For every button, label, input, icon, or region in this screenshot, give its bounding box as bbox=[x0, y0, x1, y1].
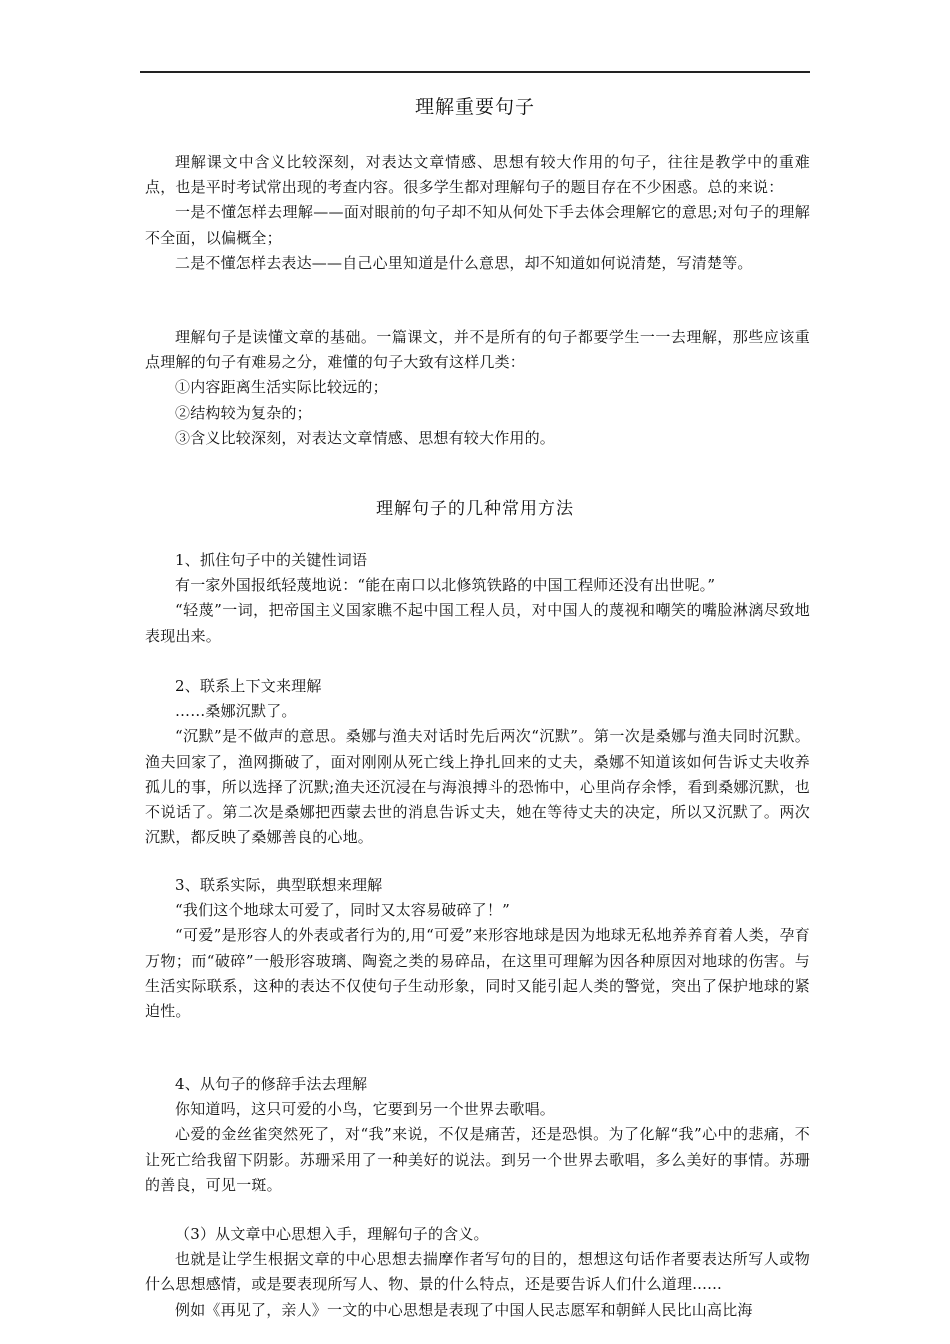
method-3-section bbox=[145, 873, 810, 1024]
method-3-explanation: “可爱”是形容人的外表或者行为的,用“可爱”来形容地球是因为地球无私地养养育着人类，孕育万物；而“破碎”一般形容玻璃、陶瓷之类的易碎品，在这里可理解为因各种原因对地球的伤害。与生活实际联系，这种的表达不仅使句子生动形象，同时又能引起人类的警觉，突出了保护地球的紧迫性。 bbox=[145, 926, 810, 1021]
method-3-heading: 3、联系实际，典型联想来理解 bbox=[175, 876, 383, 894]
method-5-heading: （3）从文章中心思想入手，理解句子的含义。 bbox=[175, 1225, 489, 1243]
header-rule bbox=[140, 71, 810, 73]
intro-section bbox=[145, 150, 810, 276]
intro-point-two: 二是不懂怎样去表达——自己心里知道是什么意思，却不知道如何说清楚，写清楚等。 bbox=[175, 253, 753, 272]
sentence-types-section bbox=[145, 325, 810, 451]
types-item-1: ①内容距离生活实际比较远的； bbox=[175, 378, 388, 397]
method-5-example: 例如《再见了，亲人》一文的中心思想是表现了中国人民志愿军和朝鲜人民比山高比海 bbox=[175, 1300, 753, 1319]
method-2-heading: 2、联系上下文来理解 bbox=[175, 677, 322, 695]
method-4-section bbox=[145, 1072, 810, 1198]
method-1-heading: 1、抓住句子中的关键性词语 bbox=[175, 551, 368, 569]
method-5-section bbox=[145, 1222, 810, 1323]
method-4-example: 你知道吗，这只可爱的小鸟，它要到另一个世界去歌唱。 bbox=[175, 1100, 556, 1119]
method-4-heading: 4、从句子的修辞手法去理解 bbox=[175, 1075, 368, 1093]
types-item-2: ②结构较为复杂的； bbox=[175, 403, 312, 422]
intro-point-one: 一是不懂怎样去理解——面对眼前的句子却不知从何处下手去体会理解它的意思;对句子的理解不全面，以偏概全； bbox=[145, 203, 810, 247]
method-5-paragraph: 也就是让学生根据文章的中心思想去揣摩作者写句的目的，想想这句话作者要表达所写人或物什么思想感情，或是要表现所写人、物、景的什么特点，还是要告诉人们什么道理...... bbox=[145, 1250, 810, 1294]
method-3-example: “我们这个地球太可爱了，同时又太容易破碎了！” bbox=[175, 901, 510, 920]
method-2-example: ……桑娜沉默了。 bbox=[175, 702, 297, 721]
method-2-explanation: “沉默”是不做声的意思。桑娜与渔夫对话时先后两次“沉默”。第一次是桑娜与渔夫同时沉默。渔夫回家了，渔网撕破了，面对刚刚从死亡线上挣扎回来的丈夫，桑娜不知道该如何告诉丈夫收养孤儿的事，所以选择了沉默;渔夫还沉浸在与海浪搏斗的恐怖中，心里尚存余悸，看到桑娜沉默，也不说话了。第二次是桑娜把西蒙去世的消息告诉丈夫，她在等待丈夫的决定，所以又沉默了。两次沉默，都反映了桑娜善良的心地。 bbox=[145, 727, 810, 847]
method-1-example: 有一家外国报纸轻蔑地说：“能在南口以北修筑铁路的中国工程师还没有出世呢。” bbox=[175, 576, 716, 595]
types-paragraph: 理解句子是读懂文章的基础。一篇课文，并不是所有的句子都要学生一一去理解，那些应该重点理解的句子有难易之分，难懂的句子大致有这样几类： bbox=[145, 328, 810, 372]
intro-paragraph: 理解课文中含义比较深刻，对表达文章情感、思想有较大作用的句子，往往是教学中的重难点，也是平时考试常出现的考查内容。很多学生都对理解句子的题目存在不少困惑。总的来说： bbox=[145, 153, 810, 197]
method-4-explanation: 心爱的金丝雀突然死了，对“我”来说，不仅是痛苦，还是恐惧。为了化解“我”心中的悲痛，不让死亡给我留下阴影。苏珊采用了一种美好的说法。到另一个世界去歌唱，多么美好的事情。苏珊的善良，可见一斑。 bbox=[145, 1125, 810, 1194]
method-1-section bbox=[145, 548, 810, 649]
page-title: 理解重要句子 bbox=[414, 96, 535, 118]
method-2-section bbox=[145, 674, 810, 850]
methods-title: 理解句子的几种常用方法 bbox=[376, 499, 574, 519]
types-item-3: ③含义比较深刻，对表达文章情感、思想有较大作用的。 bbox=[175, 428, 556, 447]
method-1-explanation: “轻蔑”一词，把帝国主义国家瞧不起中国工程人员，对中国人的蔑视和嘲笑的嘴脸淋漓尽致地表现出来。 bbox=[145, 601, 810, 645]
